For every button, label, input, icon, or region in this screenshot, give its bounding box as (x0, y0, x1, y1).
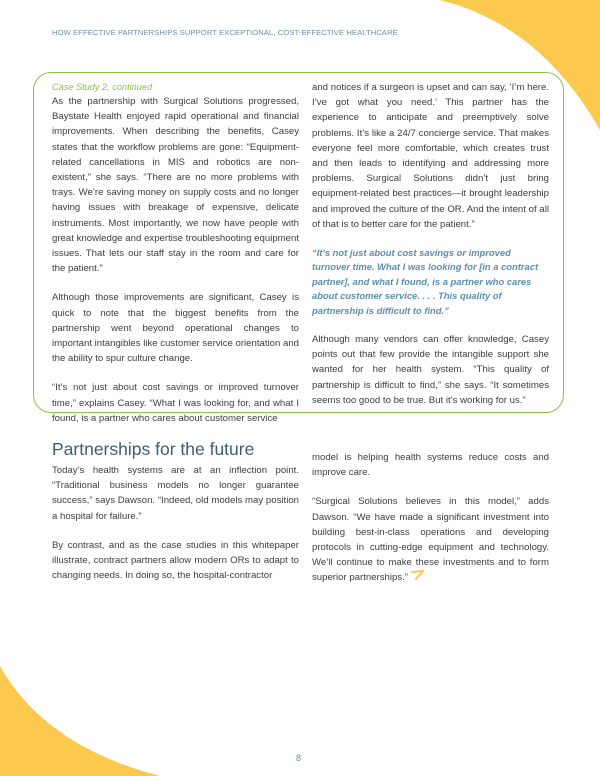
yellow-check-endmark-icon (411, 570, 425, 585)
section-paragraph (312, 494, 549, 585)
section-title: Partnerships for the future (52, 439, 255, 459)
case-study-paragraph: Although those improvements are significant, Casey is quick to note that the biggest benefits from the partnership went beyond operational changes to important intangibles like customer service orientation and the ability to spur culture change. (52, 292, 299, 365)
running-header: HOW EFFECTIVE PARTNERSHIPS SUPPORT EXCEPTIONAL, COST-EFFECTIVE HEALTHCARE (52, 28, 398, 37)
case-study-paragraph: As the partnership with Surgical Solutions progressed, Baystate Health enjoyed rapid operational and financial improvements. When describing the benefits, Casey states that the workflow problems are gone: “Equipment-related cancellations in MIS and robotics are non-existent,” she says. “There are no more problems with trays. We’re saving money on supply costs and no longer having issues with breakage of expensive, delicate instruments. Most importantly, we now have people with great knowledge and expertise troubleshooting equipment issues. That lets our staff stay in the room and care for the patient.” (52, 96, 299, 275)
pull-quote: “It’s not just about cost savings or improved turnover time. What I was looking for [in a contract partner], and what I found, is a partner who cares about customer service. . . . This quality of partnership is difficult to find.” (312, 247, 539, 316)
page-number: 8 (296, 753, 302, 763)
case-study-paragraph: and notices if a surgeon is upset and can say, ‘I’m here. I’ve got what you need.’ This partner has the experience to anticipate and preemptively solve problems. It’s like a 24/7 concierge service. That makes everyone feel more comfortable, which creates trust and then leads to identifying and addressing more problems. Surgical Solutions didn’t just bring equipment-related best practices—it brought leadership and improved the culture of the OR. And the intent of all of that is to better care for the patient.” (312, 82, 549, 230)
case-study-left-column (52, 80, 299, 426)
section-paragraph: model is helping health systems reduce costs and improve care. (312, 452, 549, 479)
case-study-label: Case Study 2, continued (52, 82, 153, 92)
section-paragraph: By contrast, and as the case studies in this whitepaper illustrate, contract partners allow modern ORs to adapt to changing needs. In doing so, the hospital-contractor (52, 539, 299, 582)
case-study-right-column (312, 80, 549, 408)
section-left-column (52, 463, 299, 583)
section-right-column (312, 450, 549, 586)
yellow-corner-decoration-bottom (0, 666, 200, 776)
section-paragraph: Today’s health systems are at an inflection point. “Traditional business models no longer guarantee success,” says Dawson. “Indeed, old models may position a hospital for failure.” (52, 465, 299, 522)
case-study-paragraph: “It’s not just about cost savings or improved turnover time,” explains Casey. “What I was looking for, and what I found, is a partner who cares about customer service (52, 382, 299, 424)
section-paragraph-text: “Surgical Solutions believes in this model,” adds Dawson. “We have made a significant investment into building best-in-class operations and developing protocols in cutting-edge equipment and technology. We’ll continue to make these investments and to form superior partnerships.” (312, 496, 549, 584)
case-study-paragraph: Although many vendors can offer knowledge, Casey points out that few provide the intangible support she wanted for her health system. “This quality of partnership is difficult to find,” she says. “It sometimes seems too good to be true. But it’s working for us.” (312, 334, 549, 406)
